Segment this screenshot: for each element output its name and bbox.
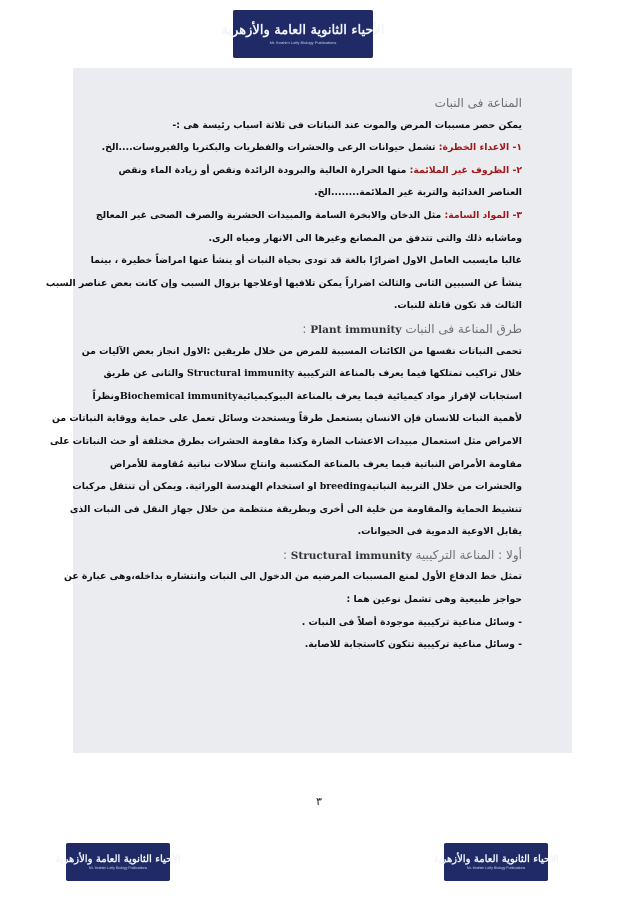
text-segment: خلال تراكيب تمتلكها فيما يعرف بالمناعة التركيبية [294,368,522,380]
paragraph-line [95,205,522,228]
english-term: Structural immunity [187,368,295,380]
text-segment: والحشرات من خلال التربية النباتية [366,481,522,493]
item-text: منها الحرارة العالية والبرودة الزائدة ونقص أو زيادة الماء ونقص [118,164,410,176]
text-segment: والثانى عن طريق [103,368,188,380]
text-segment: ونظراً [92,390,120,402]
footer-logo-right [433,843,559,881]
paragraph-line: العناصر الغذائية والتربة غير الملائمة........الخ. [314,187,522,199]
logo-subtitle: Mr. Ibrahim Lotfy Biology Publications [269,40,337,45]
item-label: ٣- المواد السامة: [444,209,522,221]
paragraph-line: يقابل الاوعية الدموية فى الحيوانات. [357,526,522,538]
section-heading-methods: طرق المناعة فى النبات Plant immunity : [302,321,522,336]
list-item: - وسائل مناعية تركيبية موجودة أصلاً فى النبات . [301,616,522,628]
logo-title: الأحياء الثانوية العامة والأزهرية [221,23,385,38]
header-logo [221,10,385,58]
paragraph-line [72,476,522,499]
paragraph-line: تمثل خط الدفاع الأول لمنع المسببات المرضيه من الدخول الى النبات وانتشاره بداخله،وهى عبارة عن [63,571,522,583]
document-body [45,92,522,657]
paragraph-line: حواجز طبيعية وهى تشمل نوعين هما : [346,594,522,606]
section-heading-structural: أولا : المناعة التركيبية Structural immunity : [282,547,522,562]
english-term: Biochemical immunity [119,390,238,402]
footer-logo-left [55,843,181,881]
paragraph-line [103,363,522,386]
heading-arabic: طرق المناعة فى النبات [405,321,522,336]
logo-title: الأحياء الثانوية العامة والأزهرية [55,854,181,865]
paragraph-line: وماشابه ذلك والتى تتدفق من المصانع وغيرها الى الانهار ومياه الرى. [208,232,522,244]
item-text: مثل الدخان والابخرة السامة والمبيدات الحشرية والصرف الصحى غير المعالج [95,209,445,221]
paragraph-line [116,160,522,183]
paragraph-line: الامراض مثل استعمال مبيدات الاعشاب الضارة وكذا مقاومة الحشرات بطرق مختلفة أو حث النباتات على [50,435,522,447]
list-item: - وسائل مناعية تركيبية تتكون كاستجابة للاصابة. [304,639,522,651]
paragraph-line: مقاومة الأمراض النباتية فيما يعرف بالمناعة المكتسبة وانتاج سلالات نباتية مُقاومة للأمراض [109,458,522,470]
section-heading-immunity: المناعة فى النبات [434,96,522,110]
paragraph-line: غالبا مايسبب العامل الاول اضرارًا بالغة قد تودى بحياة النبات أو ينشأ عنها امراضاً خطيرة ، بينما [90,255,522,267]
english-term: breeding [319,481,367,493]
paragraph-line [101,137,522,160]
paragraph-line: الثالث قد تكون قاتلة للنبات. [393,300,522,312]
text-segment: او استخدام الهندسة الوراثية. ويمكن أن تنتقل مركبات [72,481,320,493]
logo-title: الأحياء الثانوية العامة والأزهرية [433,854,559,865]
text-segment: استجابات لإفراز مواد كيميائية فيما يعرف بالمناعة البيوكيميائية [237,390,522,402]
item-label: ١- الاعداء الخطرة: [438,142,522,154]
paragraph-line: لأهمية النبات للانسان فإن الانسان يستعمل طرقاً ويستحدث وسائل تعمل على حماية ووقاية النباتات من [51,413,522,425]
paragraph-line: تحمى النباتات نفسها من الكائنات المسببة للمرض من خلال طريقين :الاول انجاز بعض الآليات من [81,345,522,357]
item-text: تشمل حيوانات الرعى والحشرات والفطريات والبكتريا والفيروسات....الخ. [101,142,439,154]
paragraph-line [92,386,522,409]
page-number: ٣ [316,795,322,808]
logo-subtitle: Mr. Ibrahim Lotfy Biology Publications [88,866,148,870]
paragraph-line: ينشأ عن السببين الثانى والثالث اضراراً يمكن تلافيها أوعلاجها بزوال السبب وإن كانت بعض عناصر السبب [45,277,522,289]
heading-english: Plant immunity [310,323,402,336]
heading-arabic: أولا : المناعة التركيبية [415,547,522,562]
heading-english: Structural immunity [290,549,412,562]
paragraph-line: تنشيط الحماية والمقاومة من خلية الى أخرى وبطريقة منتظمة من خلال جهاز النقل فى النبات الذى [69,503,522,515]
logo-subtitle: Mr. Ibrahim Lotfy Biology Publications [466,866,526,870]
item-label: ٢- الظروف غير الملائمة: [409,164,522,176]
paragraph-line: يمكن حصر مسببات المرض والموت عند النباتات فى ثلاثة اسباب رئيسة هى :- [172,119,522,131]
